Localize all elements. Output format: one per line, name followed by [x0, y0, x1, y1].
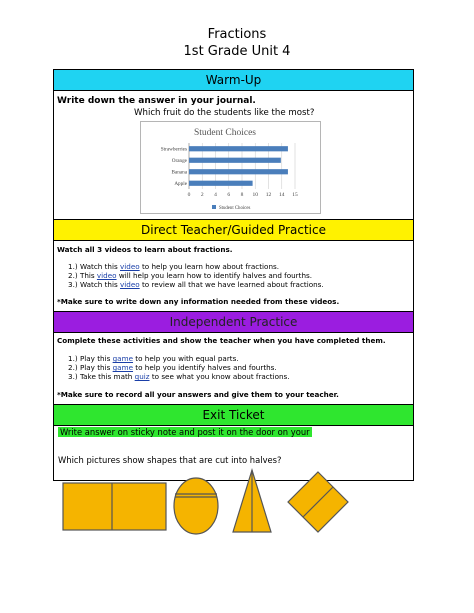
independent-item-3: 3.) Take this math quiz to see what you know about fractions.	[68, 372, 290, 381]
direct-item-3: 3.) Watch this video to review all that we have learned about fractions.	[68, 280, 324, 289]
exit-heading: Exit Ticket	[53, 404, 414, 426]
direct-item-1: 1.) Watch this video to help you learn how about fractions.	[68, 262, 280, 271]
direct-note: *Make sure to write down any information needed from these videos.	[57, 297, 340, 306]
triangle-shape[interactable]	[233, 470, 271, 532]
page-subtitle: 1st Grade Unit 4	[183, 44, 291, 59]
page-title: Fractions	[207, 27, 267, 42]
direct-intro: Watch all 3 videos to learn about fractions.	[57, 245, 233, 254]
legend-swatch	[212, 205, 216, 209]
game-link-2[interactable]: game	[112, 363, 134, 372]
independent-item-1: 1.) Play this game to help you with equal parts.	[68, 354, 239, 363]
independent-note: *Make sure to record all your answers and give them to your teacher.	[57, 390, 339, 399]
tick-label: 8	[240, 192, 244, 198]
circle-shape[interactable]	[174, 478, 218, 534]
bar	[189, 181, 253, 186]
diamond-shape[interactable]	[288, 472, 348, 532]
tick-label: 10	[252, 192, 258, 198]
halves-shapes	[58, 466, 408, 546]
video-link-2[interactable]: video	[96, 271, 117, 280]
warmup-heading: Warm-Up	[53, 69, 414, 91]
chart-title: Student Choices	[193, 128, 257, 138]
independent-heading: Independent Practice	[53, 311, 414, 333]
tick-label: 4	[214, 192, 217, 198]
category-label: Apple	[174, 181, 187, 188]
bar	[189, 169, 288, 174]
tick-label: 15	[292, 192, 298, 198]
exit-instruction: Write answer on sticky note and post it on the door on your	[60, 427, 310, 437]
video-link-3[interactable]: video	[120, 280, 140, 289]
tick-label: 2	[200, 192, 204, 198]
student-choices-chart	[140, 121, 321, 214]
tick-label: 0	[187, 192, 191, 198]
tick-label: 6	[227, 192, 231, 198]
rectangle-shape[interactable]	[63, 483, 166, 530]
warmup-question: Which fruit do the students like the most?	[134, 108, 315, 118]
exit-question: Which pictures show shapes that are cut into halves?	[58, 455, 282, 465]
bar	[189, 146, 288, 151]
legend-label: Student Choices	[219, 206, 251, 211]
category-label: Strawberries	[160, 146, 187, 153]
tick-label: 12	[265, 192, 272, 198]
video-link-1[interactable]: video	[120, 262, 140, 271]
tick-label: 14	[279, 192, 285, 198]
game-link-1[interactable]: game	[112, 354, 134, 363]
direct-item-2: 2.) This video will help you learn how to identify halves and fourths.	[68, 271, 313, 280]
warmup-instruction: Write down the answer in your journal.	[57, 96, 256, 106]
quiz-link[interactable]: quiz	[134, 372, 150, 381]
category-label: Orange	[171, 158, 187, 165]
bar	[189, 158, 281, 163]
direct-heading: Direct Teacher/Guided Practice	[53, 219, 414, 241]
category-label: Banana	[171, 169, 187, 176]
independent-item-2: 2.) Play this game to help you identify halves and fourths.	[68, 363, 277, 372]
independent-intro: Complete these activities and show the teacher when you have completed them.	[57, 336, 386, 345]
